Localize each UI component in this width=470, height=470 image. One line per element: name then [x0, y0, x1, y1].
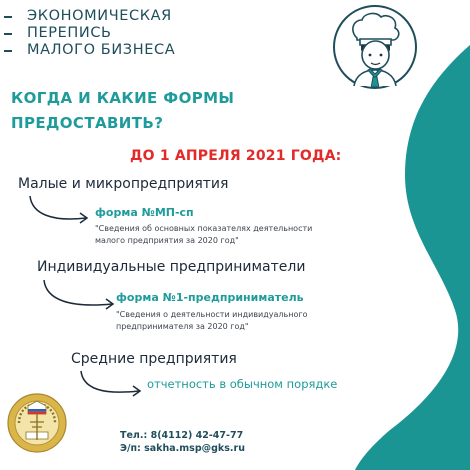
form-1-predprinimatel-description [116, 309, 307, 332]
curved-arrow-icon [26, 192, 96, 230]
header-line-3: МАЛОГО БИЗНЕСА [27, 42, 176, 58]
form-mp-sp-desc-line-2: малого предприятия за 2020 год" [95, 235, 239, 245]
header-line-1: ЭКОНОМИЧЕСКАЯ [27, 8, 172, 24]
curved-arrow-icon [40, 276, 120, 316]
form-mp-sp: форма №МП-сп [95, 206, 194, 219]
contacts-block [120, 430, 245, 455]
header-line-2: ПЕРЕПИСЬ [27, 25, 112, 41]
chef-avatar-icon [330, 2, 420, 92]
header-rule-2 [4, 33, 12, 35]
deadline-heading: ДО 1 АПРЕЛЯ 2021 ГОДА: [130, 148, 342, 164]
question-line-1: КОГДА И КАКИЕ ФОРМЫ [11, 89, 235, 107]
form-1-desc-line-1: "Сведения о деятельности индивидуального [116, 310, 308, 319]
rosstat-emblem-icon [6, 392, 68, 454]
form-mp-sp-desc-line-1: "Сведения об основных показателях деятельности [95, 224, 313, 233]
category-medium-title: Средние предприятия [71, 351, 237, 367]
contact-phone: Тел.: 8(4112) 42-47-77 [120, 430, 244, 441]
form-1-desc-line-2: предпринимателя за 2020 год" [116, 321, 249, 331]
header-rule-1 [4, 16, 12, 18]
contact-email: Э/п: sakha.msp@gks.ru [120, 442, 245, 454]
category-small-micro-title: Малые и микропредприятия [18, 176, 229, 192]
curved-arrow-icon [77, 367, 147, 403]
question-heading [11, 86, 234, 136]
form-mp-sp-description [95, 223, 312, 246]
question-line-2: ПРЕДОСТАВИТЬ? [11, 114, 164, 132]
header-title [27, 8, 175, 59]
header-rule-3 [4, 50, 12, 52]
category-individual-title: Индивидуальные предприниматели [37, 259, 306, 275]
form-1-predprinimatel: форма №1-предприниматель [116, 291, 304, 304]
medium-reporting-note: отчетность в обычном порядке [147, 377, 338, 391]
